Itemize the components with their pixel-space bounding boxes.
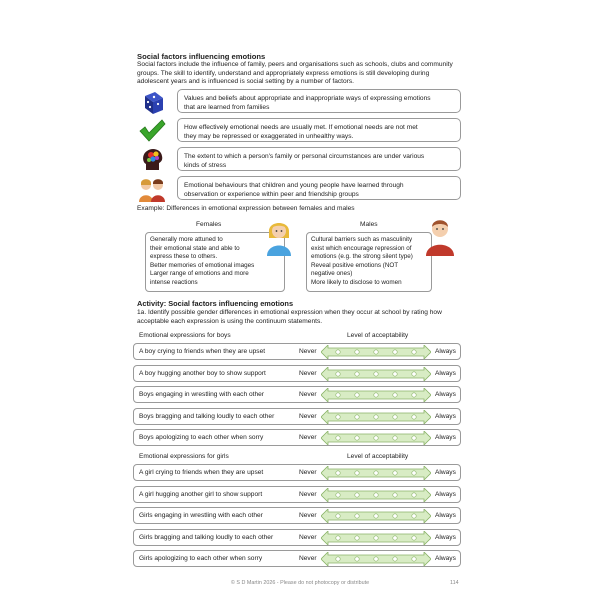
factor-box-emotional-needs: [177, 118, 461, 142]
acceptability-continuum: [321, 552, 431, 566]
never-label: Never: [299, 348, 317, 355]
males-title: Males: [360, 221, 378, 228]
rating-option-2[interactable]: [355, 393, 359, 397]
males-line: Cultural barriers such as masculinity: [311, 236, 413, 243]
female-person-icon: [264, 216, 294, 256]
acceptability-continuum: [321, 488, 431, 502]
girls-rating-row: [133, 529, 461, 546]
rating-option-3[interactable]: [374, 492, 378, 496]
rating-option-4[interactable]: [393, 393, 397, 397]
checkmark-icon: [137, 118, 167, 144]
rating-option-5[interactable]: [412, 492, 416, 496]
factor-line: The extent to which a person's family or personal circumstances are under various: [184, 153, 425, 160]
statement-text: Boys engaging in wrestling with each other: [139, 391, 264, 398]
acceptability-continuum: [321, 388, 431, 402]
factor-box-peer-behaviours: [177, 176, 461, 200]
rating-option-2[interactable]: [355, 557, 359, 561]
factor-line: observation or experience within peer and friendship groups: [184, 191, 359, 198]
rating-option-2[interactable]: [355, 492, 359, 496]
rating-option-3[interactable]: [374, 471, 378, 475]
rating-option-1[interactable]: [336, 535, 340, 539]
never-label: Never: [299, 533, 317, 541]
females-line: their emotional state and able to: [150, 244, 240, 252]
never-label: Never: [299, 555, 317, 562]
girls-rating-row: [133, 464, 461, 481]
acceptability-continuum: [321, 345, 431, 359]
rating-option-4[interactable]: [393, 436, 397, 440]
rating-option-3[interactable]: [374, 514, 378, 518]
rating-option-5[interactable]: [412, 471, 416, 475]
rating-option-5[interactable]: [412, 436, 416, 440]
rating-option-5[interactable]: [412, 414, 416, 418]
boys-scale-header: Level of acceptability: [347, 332, 409, 339]
females-line: Better memories of emotional images: [150, 261, 255, 269]
rating-option-3[interactable]: [374, 350, 378, 354]
boys-rating-row: [133, 386, 461, 403]
boys-header-row: [133, 330, 461, 344]
rating-option-5[interactable]: [412, 514, 416, 518]
statement-text: Girls engaging in wrestling with each other: [139, 512, 263, 519]
boys-rating-row: [133, 429, 461, 446]
boys-rating-row: [133, 408, 461, 425]
boys-rating-row: [133, 343, 461, 360]
boys-header: Emotional expressions for boys: [139, 332, 231, 339]
rating-option-1[interactable]: [336, 492, 340, 496]
factor-box-family-values: [177, 89, 461, 113]
rating-option-4[interactable]: [393, 492, 397, 496]
always-label: Always: [435, 490, 456, 498]
acceptability-continuum: [321, 410, 431, 424]
factor-line: they may be repressed or exaggerated in unhealthy ways.: [184, 133, 354, 140]
statement-text: Boys apologizing to each other when sorry: [139, 434, 264, 441]
rating-option-1[interactable]: [336, 393, 340, 397]
factor-line: Values and beliefs about appropriate and inappropriate ways of expressing emotions: [184, 95, 431, 102]
activity-instructions: 1a. Identify possible gender differences in emotional expression when they occur at school by rating how acceptable each expression is using the continuum statements.: [137, 309, 442, 325]
rating-option-1[interactable]: [336, 350, 340, 354]
dice-icon: [137, 90, 167, 116]
rating-option-5[interactable]: [412, 557, 416, 561]
rating-option-4[interactable]: [393, 414, 397, 418]
people-icon: [137, 176, 167, 202]
males-box: [306, 232, 432, 292]
rating-option-2[interactable]: [355, 371, 359, 375]
never-label: Never: [299, 369, 317, 377]
rating-option-3[interactable]: [374, 393, 378, 397]
females-line: intense reactions: [150, 278, 198, 286]
rating-option-3[interactable]: [374, 414, 378, 418]
males-line: More likely to disclose to women: [311, 278, 402, 286]
rating-option-3[interactable]: [374, 557, 378, 561]
never-label: Never: [299, 469, 317, 476]
rating-option-4[interactable]: [393, 350, 397, 354]
rating-option-1[interactable]: [336, 514, 340, 518]
rating-option-1[interactable]: [336, 414, 340, 418]
males-line: Reveal positive emotions (NOT: [311, 261, 399, 269]
page-number: 114: [450, 580, 459, 586]
females-title: Females: [196, 221, 222, 228]
intro-paragraph: Social factors include the influence of family, peers and organisations such as schools, clubs and community groups. The skill to identify, understand and appropriately express emotions is still developing during adolescent years and is influenced is social setting by a number of factors.: [137, 61, 453, 86]
rating-option-1[interactable]: [336, 471, 340, 475]
acceptability-continuum: [321, 367, 431, 381]
rating-option-5[interactable]: [412, 350, 416, 354]
rating-option-5[interactable]: [412, 371, 416, 375]
always-label: Always: [435, 391, 456, 398]
females-line: Generally more attuned to: [150, 236, 223, 243]
always-label: Always: [435, 412, 456, 420]
statement-text: Girls apologizing to each other when sorry: [139, 555, 263, 562]
never-label: Never: [299, 490, 317, 498]
females-line: Larger range of emotions and more: [150, 270, 249, 278]
boys-rating-row: [133, 365, 461, 382]
always-label: Always: [435, 555, 456, 562]
rating-option-2[interactable]: [355, 414, 359, 418]
rating-option-2[interactable]: [355, 350, 359, 354]
always-label: Always: [435, 469, 456, 476]
example-heading: Example: Differences in emotional expression between females and males: [137, 205, 355, 212]
rating-option-2[interactable]: [355, 514, 359, 518]
rating-option-3[interactable]: [374, 371, 378, 375]
girls-header-row: [133, 451, 461, 465]
always-label: Always: [435, 348, 456, 355]
rating-option-2[interactable]: [355, 436, 359, 440]
acceptability-continuum: [321, 466, 431, 480]
girls-scale-header: Level of acceptability: [347, 453, 409, 460]
rating-option-1[interactable]: [336, 557, 340, 561]
rating-option-4[interactable]: [393, 514, 397, 518]
never-label: Never: [299, 412, 317, 420]
males-line: exist which encourage repression of: [311, 244, 412, 252]
acceptability-continuum: [321, 509, 431, 523]
acceptability-continuum: [321, 531, 431, 545]
rating-option-4[interactable]: [393, 371, 397, 375]
factor-line: kinds of stress: [184, 162, 227, 169]
never-label: Never: [299, 434, 317, 441]
factor-line: that are learned from families: [184, 104, 270, 111]
head-colors-icon: [137, 146, 167, 172]
rating-option-5[interactable]: [412, 535, 416, 539]
males-line: negative ones): [311, 270, 353, 278]
females-line: express these to others.: [150, 253, 218, 261]
rating-option-3[interactable]: [374, 436, 378, 440]
always-label: Always: [435, 434, 456, 441]
girls-rating-row: [133, 507, 461, 524]
rating-option-1[interactable]: [336, 371, 340, 375]
statement-text: A girl crying to friends when they are upset: [139, 469, 264, 476]
girls-header: Emotional expressions for girls: [139, 453, 229, 460]
acceptability-continuum: [321, 431, 431, 445]
rating-option-5[interactable]: [412, 393, 416, 397]
rating-option-3[interactable]: [374, 535, 378, 539]
activity-title: Activity: Social factors influencing emotions: [137, 299, 294, 308]
always-label: Always: [435, 369, 456, 377]
always-label: Always: [435, 533, 456, 541]
footer-copyright: © S D Martin 2026 - Please do not photocopy or distribute: [230, 580, 370, 586]
factor-box-stress: [177, 147, 461, 171]
males-line: emotions (e.g. the strong silent type): [311, 253, 413, 261]
never-label: Never: [299, 512, 317, 519]
statement-text: A boy crying to friends when they are upset: [139, 348, 266, 355]
statement-text: A boy hugging another boy to show support: [139, 369, 266, 377]
factor-line: Emotional behaviours that children and young people have learned through: [184, 182, 404, 189]
rating-option-4[interactable]: [393, 557, 397, 561]
girls-rating-row: [133, 486, 461, 503]
page-title: Social factors influencing emotions: [137, 52, 266, 61]
rating-option-4[interactable]: [393, 535, 397, 539]
girls-rating-row: [133, 550, 461, 567]
rating-option-1[interactable]: [336, 436, 340, 440]
statement-text: Girls bragging and talking loudly to each other: [139, 533, 274, 541]
rating-option-2[interactable]: [355, 535, 359, 539]
always-label: Always: [435, 512, 456, 519]
male-person-icon: [424, 214, 456, 256]
never-label: Never: [299, 391, 317, 398]
rating-option-2[interactable]: [355, 471, 359, 475]
factor-line: How effectively emotional needs are usually met. If emotional needs are not met: [184, 124, 418, 131]
statement-text: A girl hugging another girl to show support: [139, 490, 263, 498]
statement-text: Boys bragging and talking loudly to each other: [139, 412, 275, 420]
rating-option-4[interactable]: [393, 471, 397, 475]
